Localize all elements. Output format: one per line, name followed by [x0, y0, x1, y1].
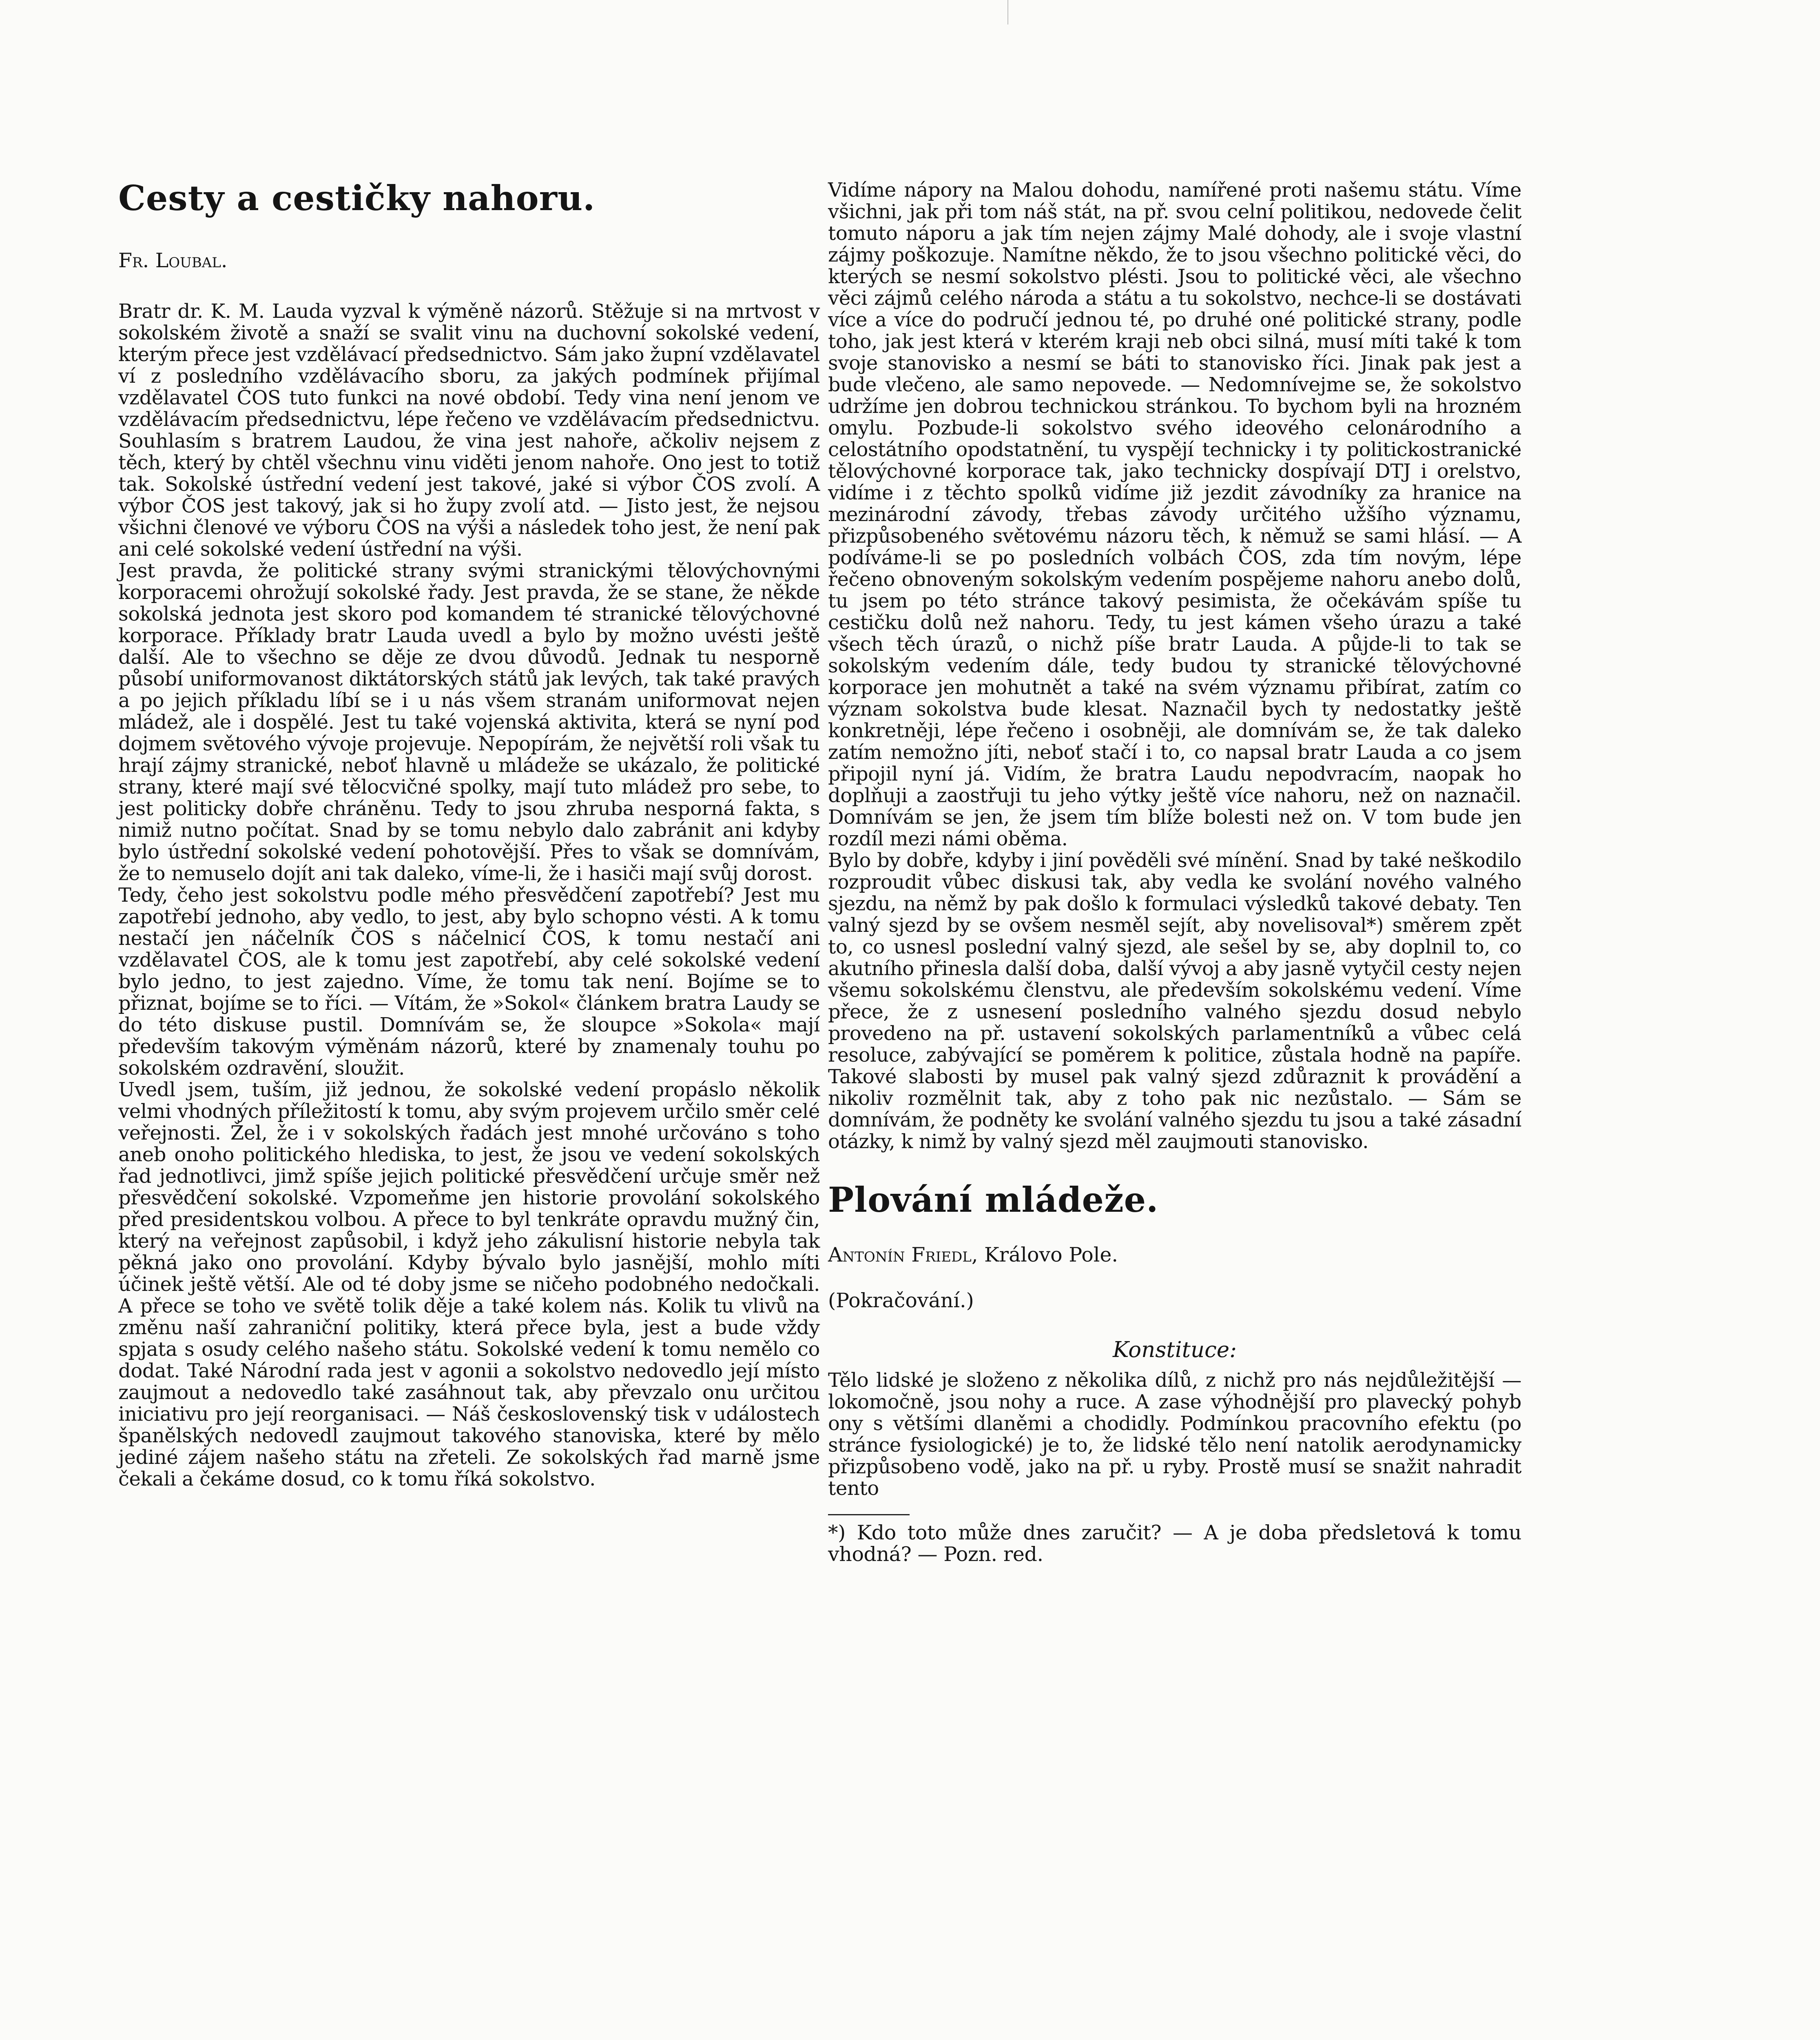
- footnote: *) Kdo toto může dnes zaručit? — A je doba předsletová k tomu vhodná? — Pozn. red.: [828, 1521, 1521, 1566]
- article-author: Fr. Loubal.: [118, 249, 228, 273]
- right-column: [828, 180, 1521, 1565]
- author-place: , Královo Pole.: [971, 1243, 1118, 1267]
- article-author: [828, 1243, 1521, 1266]
- author-name: Antonín Friedl: [828, 1243, 972, 1267]
- left-column: [118, 180, 820, 1490]
- article-title: Plování mládeže.: [828, 1180, 1159, 1220]
- paragraph: Bylo by dobře, kdyby i jiní pověděli své mínění. Snad by také neškodilo rozproudit vůbec diskusi tak, aby vedla ke svolání nového valného sjezdu, na němž by pak došlo k formulaci výsledků takové debaty. Ten valný sjezd by se ovšem nesměl sejít, aby novelisoval*) směrem zpět to, co usnesl poslední valný sjezd, ale sešel by se, aby doplnil to, co akutního přinesla další doba, další vývoj a aby jasně vytyčil cesty nejen všemu sokolskému členstvu, ale především sokolskému vedení. Víme přece, že z usnesení posledního valného sjezdu dosud nebylo provedeno na př. ustavení sokolských parlamentníků a vůbec celá resoluce, zabývající se poměrem k politice, zůstala hodně na papíře. Takové slabosti by musel pak valný sjezd zdůraznit k provádění a nikoliv rozmělnit tak, aby z toho pak nic nezůstalo. — Sám se domnívám, že podněty ke svolání valného sjezdu tu jsou a také zásadní otázky, k nimž by valný sjezd měl zaujmouti stanovisko.: [828, 849, 1521, 1153]
- paragraph: Vidíme nápory na Malou dohodu, namířené proti našemu státu. Víme všichni, jak při tom náš stát, na př. svou celní politikou, nedovede čelit tomuto náporu a jak tím nejen zájmy Malé dohody, ale i svoje vlastní zájmy poškozuje. Namítne někdo, že to jsou všechno politické věci, do kterých se nesmí sokolstvo plésti. Jsou to politické věci, ale všechno věci zájmů celého národa a státu a tu sokolstvo, nechce-li se dostávati více a více do područí jednou té, po druhé oné politické strany, podle toho, jak jest která v kterém kraji neb obci silná, musí míti také k tom svoje stanovisko a nesmí se báti to stanovisko říci. Jinak pak jest a bude vlečeno, ale samo nepovede. — Nedomnívejme se, že sokolstvo udržíme jen dobrou technickou stránkou. To bychom byli na hrozném omylu. Pozbude-li sokolstvo svého ideového celonárodního a celostátního opodstatnění, tu vyspějí technicky i ty politickostranické tělovýchovné korporace tak, jako technicky dospívají DTJ i orelstvo, vidíme i z těchto spolků vidíme již jezdit závodníky za hranice na mezinárodní závody, třebas závody určitého užšího významu, přizpůsobeného světovému názoru těch, k němuž se sami hlásí. — A podíváme-li se po posledních volbách ČOS, zda tím novým, lépe řečeno obnoveným sokolským vedením pospějeme nahoru anebo dolů, tu jsem po této stránce takový pesimista, že očekávám spíše tu cestičku dolů než nahoru. Tedy, tu jest kámen všeho úrazu a také všech těch úrazů, o nichž píše bratr Lauda. A půjde-li to tak se sokolským vedením dále, tedy budou ty stranické tělovýchovné korporace jen mohutnět a také na svém významu přibírat, zatím co význam sokolstva bude klesat. Naznačil bych ty nedostatky ještě konkretněji, lépe řečeno i osobněji, ale domnívám se, že tak daleko zatím nemožno jíti, neboť stačí i to, co napsal bratr Lauda a co jsem připojil nyní já. Vidím, že bratra Laudu nepodvracím, naopak ho doplňuji a zaostřuji tu jeho výtky ještě více nahoru, než on naznačil. Domnívám se jen, že jsem tím blíže bolesti než on. V tom bude jen rozdíl mezi námi oběma.: [828, 179, 1521, 850]
- paragraph: Jest pravda, že politické strany svými stranickými tělovýchovnými korporacemi ohrožují sokolské řady. Jest pravda, že se stane, že někde sokolská jednota jest skoro pod komandem té stranické tělovýchovné korporace. Příklady bratr Lauda uvedl a bylo by možno uvésti ještě další. Ale to všechno se děje ze dvou důvodů. Jednak tu nesporně působí uniformovanost diktátorských států jak levých, tak také pravých a po jejich příkladu líbí se i u nás všem stranám uniformovat nejen mládež, ale i dospělé. Jest tu také vojenská aktivita, která se nyní pod dojmem světového vývoje projevuje. Nepopírám, že největší roli však tu hrají zájmy stranické, neboť hlavně u mládeže se ukázalo, že politické strany, které mají své tělocvičné spolky, mají tuto mládež pro sebe, to jest politicky dobře chráněnu. Tedy to jsou zhruba nesporná fakta, s nimiž nutno počítat. Snad by se tomu nebylo dalo zabránit ani kdyby bylo ústřední sokolské vedení pohotovější. Přes to však se domnívám, že to nemuselo dojít ani tak daleko, víme-li, že i hasiči mají svůj dorost.: [118, 559, 820, 885]
- paragraph: Uvedl jsem, tuším, již jednou, že sokolské vedení propáslo několik velmi vhodných příležitostí k tomu, aby svým projevem určilo směr celé veřejnosti. Žel, že i v sokolských řadách jest mnohé určováno s toho aneb onoho politického hlediska, to jest, že jsou ve vedení sokolských řad jednotlivci, jimž spíše jejich politické přesvědčení určuje směr než přesvědčení sokolské. Vzpomeňme jen historie provolání sokolského před presidentskou volbou. A přece to byl tenkráte opravdu mužný čin, který na veřejnost zapůsobil, i když jeho zákulisní historie nebyla tak pěkná jako ono provolání. Kdyby bývalo bylo jasnější, mohlo míti účinek ještě větší. Ale od té doby jsme se ničeho podobného nedočkali. A přece se toho ve světě tolik děje a také kolem nás. Kolik tu vlivů na změnu naší zahraniční politiky, která přece byla, jest a bude vždy spjata s osudy celého našeho státu. Sokolské vedení k tomu nemělo co dodat. Také Národní rada jest v agonii a sokolstvo nedovedlo její místo zaujmout a nedovedlo také zasáhnout tak, aby převzalo onu určitou iniciativu pro její reorganisaci. — Náš československý tisk v událostech španělských nedovedl zaujmout takového stanoviska, které by mělo jediné zájem našeho státu na zřeteli. Ze sokolských řad marně jsme čekali a čekáme dosud, co k tomu říká sokolstvo.: [118, 1078, 820, 1491]
- scan-mark: [1007, 0, 1008, 24]
- paragraph: Bratr dr. K. M. Lauda vyzval k výměně názorů. Stěžuje si na mrtvost v sokolském životě a snaží se svalit vinu na duchovní sokolské vedení, kterým přece jest vzdělávací předsednictvo. Sám jako župní vzdělavatel ví z posledního vzdělávacího sboru, za jakých podmínek přijímal vzdělavatel ČOS tuto funkci na nové období. Tedy vina není jenom ve vzdělávacím předsednictvu, lépe řečeno ve vzdělávacím předsednictvu. Souhlasím s bratrem Laudou, že vina jest nahoře, ačkoliv nejsem z těch, který by chtěl všechnu vinu viděti jenom nahoře. Ono jest to totiž tak. Sokolské ústřední vedení jest takové, jaké si výbor ČOS zvolí. A výbor ČOS jest takový, jak si ho župy zvolí atd. — Jisto jest, že nejsou všichni členové ve výboru ČOS na výši a následek toho jest, že není pak ani celé sokolské vedení ústřední na výši.: [118, 300, 820, 561]
- paragraph: Tělo lidské je složeno z několika dílů, z nichž pro nás nejdůležitější — lokomočně, jsou nohy a ruce. A zase výhodnější pro plavecký pohyb ony s většími dlaněmi a chodidly. Podmínkou pracovního efektu (po stránce fysiologické) je to, že lidské tělo není natolik aerodynamicky přizpůsobeno vodě, jako na př. u ryby. Prostě musí se snažit nahradit tento: [828, 1369, 1521, 1500]
- paragraph: Tedy, čeho jest sokolstvu podle mého přesvědčení zapotřebí? Jest mu zapotřebí jednoho, aby vedlo, to jest, aby bylo schopno vésti. A k tomu nestačí jen náčelník ČOS s náčelnicí ČOS, k tomu nestačí ani vzdělavatel ČOS, ale k tomu jest zapotřebí, aby celé sokolské vedení bylo jedno, to jest zajedno. Víme, že tomu tak není. Bojíme se to přiznat, bojíme se to říci. — Vítám, že »Sokol« článkem bratra Laudy se do této diskuse pustil. Domnívám se, že sloupce »Sokola« mají především takovým výměnám názorů, které by znamenaly touhu po sokolském ozdravění, sloužit.: [118, 884, 820, 1080]
- footnote-divider: [828, 1514, 910, 1515]
- article-title: Cesty a cestičky nahoru.: [118, 178, 596, 218]
- section-heading: Konstituce:: [1113, 1337, 1237, 1363]
- continuation-note: (Pokračování.): [828, 1289, 974, 1313]
